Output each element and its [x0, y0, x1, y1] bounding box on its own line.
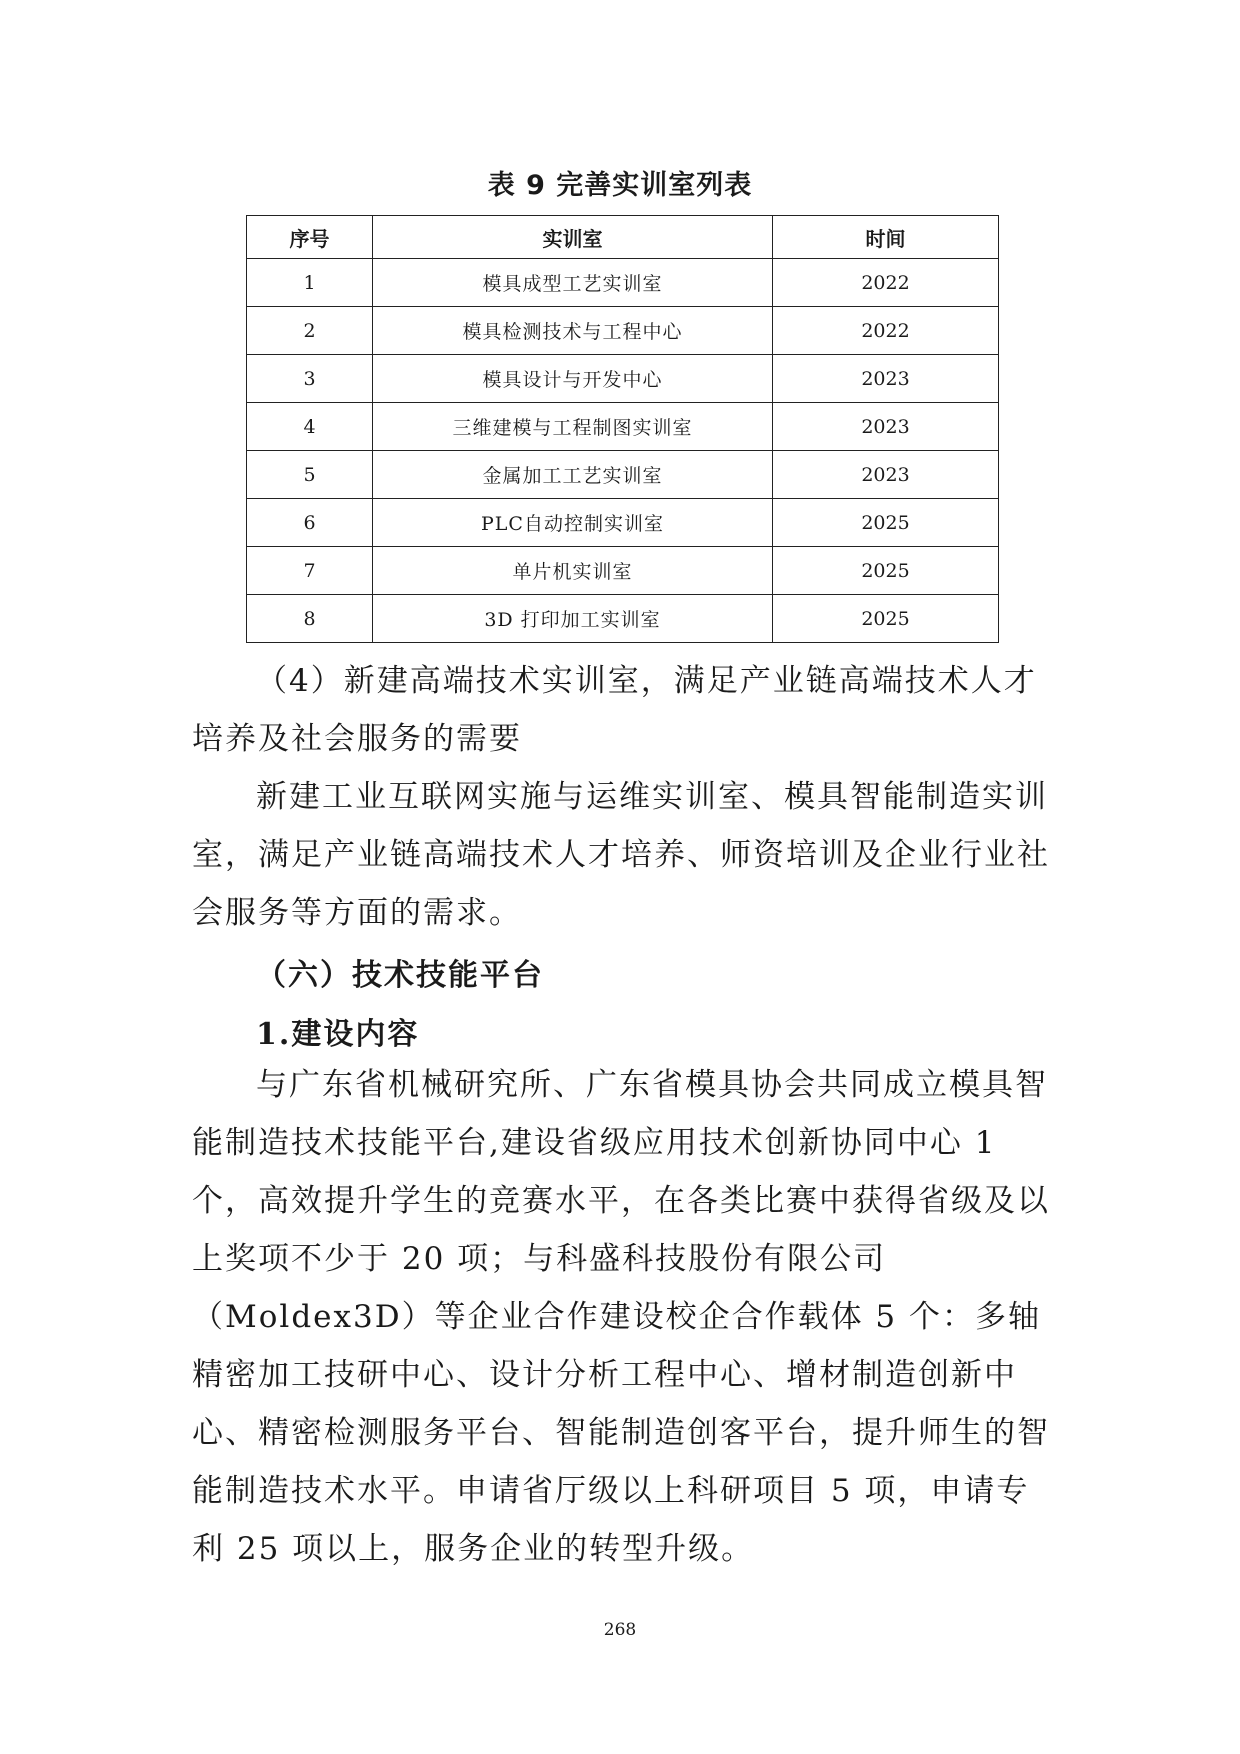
section4-body: 新建工业互联网实施与运维实训室、模具智能制造实训室，满足产业链高端技术人才培养、师资培训及企业行业社会服务等方面的需求。 — [192, 779, 1050, 931]
table-row — [247, 595, 999, 643]
section6-body: 与广东省机械研究所、广东省模具协会共同成立模具智能制造技术技能平台,建设省级应用技术创新协同中心 1 个，高效提升学生的竞赛水平，在各类比赛中获得省级及以上奖项不少于 20 项；与科盛科技股份有限公司（Moldex3D）等企业合作建设校企合作载体 5 个：多轴精密加工技研中心、设计分析工程中心、增材制造创新中心、精密检测服务平台、智能制造创客平台，提升师生的智能制造技术水平。申请省厅级以上科研项目 5 项，申请专利 25 项以上，服务企业的转型升级。 — [192, 1067, 1050, 1567]
table-row — [247, 403, 999, 451]
row-year: 2022 — [773, 307, 999, 355]
table-row — [247, 451, 999, 499]
row-no: 3 — [247, 355, 373, 403]
row-lab-name: 3D 打印加工实训室 — [373, 595, 773, 643]
table-row — [247, 355, 999, 403]
row-year: 2023 — [773, 403, 999, 451]
row-lab-name: PLC自动控制实训室 — [373, 499, 773, 547]
row-year: 2022 — [773, 259, 999, 307]
table-row — [247, 547, 999, 595]
row-lab-name: 模具检测技术与工程中心 — [373, 307, 773, 355]
row-year: 2025 — [773, 547, 999, 595]
row-lab-name: 金属加工工艺实训室 — [373, 451, 773, 499]
row-no: 2 — [247, 307, 373, 355]
row-year: 2025 — [773, 499, 999, 547]
section6-subheading: 1.建设内容 — [256, 1017, 420, 1052]
row-no: 8 — [247, 595, 373, 643]
row-no: 4 — [247, 403, 373, 451]
row-year: 2025 — [773, 595, 999, 643]
section4-heading: （4）新建高端技术实训室，满足产业链高端技术人才培养及社会服务的需要 — [192, 663, 1037, 757]
header-lab: 实训室 — [373, 216, 773, 259]
table-title: 表 9 完善实训室列表 — [487, 170, 753, 201]
row-lab-name: 单片机实训室 — [373, 547, 773, 595]
table-row — [247, 499, 999, 547]
row-year: 2023 — [773, 451, 999, 499]
row-no: 1 — [247, 259, 373, 307]
table-row — [247, 259, 999, 307]
lab-table — [246, 215, 999, 643]
row-no: 6 — [247, 499, 373, 547]
table-header-row — [247, 216, 999, 259]
row-lab-name: 三维建模与工程制图实训室 — [373, 403, 773, 451]
row-year: 2023 — [773, 355, 999, 403]
header-no: 序号 — [247, 216, 373, 259]
table-row — [247, 307, 999, 355]
section6-heading: （六）技术技能平台 — [256, 958, 544, 993]
row-no: 7 — [247, 547, 373, 595]
page-number: 268 — [603, 1620, 637, 1640]
header-year: 时间 — [773, 216, 999, 259]
row-no: 5 — [247, 451, 373, 499]
row-lab-name: 模具设计与开发中心 — [373, 355, 773, 403]
row-lab-name: 模具成型工艺实训室 — [373, 259, 773, 307]
